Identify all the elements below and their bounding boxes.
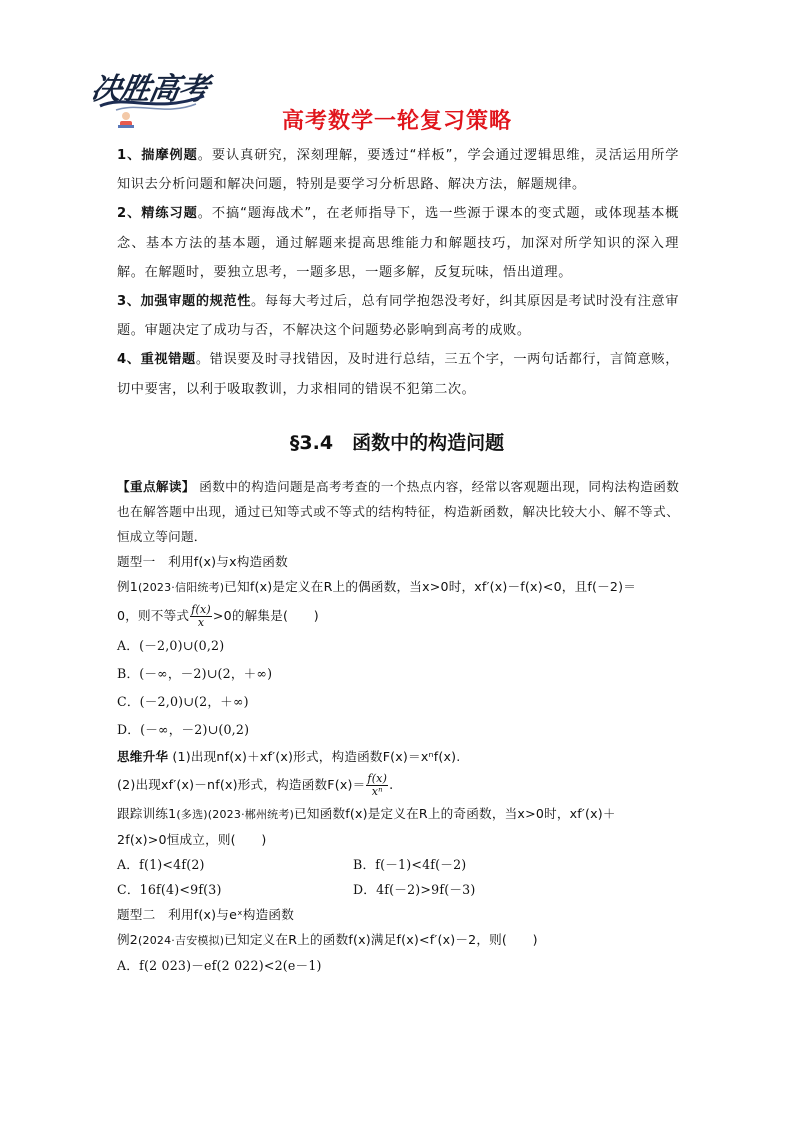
fraction-denominator: xⁿ bbox=[371, 785, 383, 798]
track-option-a: A．f(1)<4f(2) bbox=[117, 857, 205, 872]
think-text-2-post: . bbox=[389, 777, 394, 792]
strategy-item bbox=[117, 141, 679, 199]
example-stem-line2-post: >0的解集是( ) bbox=[212, 608, 319, 623]
logo-text: 决胜高考 bbox=[88, 72, 211, 107]
track-option-c: C．16f(4)<9f(3) bbox=[117, 882, 222, 897]
track-option-b: B．f(－1)<4f(－2) bbox=[353, 857, 467, 872]
fraction-fx-over-x bbox=[190, 604, 212, 629]
track-source: (2023·郴州统考) bbox=[207, 808, 295, 821]
example-stem-line1: 已知f(x)是定义在R上的偶函数，当x>0时，xf′(x)－f(x)<0，且f(－2)＝ bbox=[224, 579, 637, 594]
think-text-2-pre: (2)出现xf′(x)－nf(x)形式，构造函数F(x)＝ bbox=[117, 777, 366, 792]
fraction-numerator: f(x) bbox=[191, 603, 211, 616]
track-stem-line1: 已知函数f(x)是定义在R上的奇函数，当x>0时，xf′(x)＋ bbox=[294, 806, 616, 821]
strategy-text: 。错误要及时寻找错因，及时进行总结，三五个字，一两句话都行，言简意赅，切中要害，以利于吸取教训，力求相同的错误不犯第二次。 bbox=[117, 352, 679, 397]
strategy-item bbox=[117, 345, 679, 403]
key-label: 【重点解读】 bbox=[117, 479, 195, 494]
strategy-heading: 1、揣摩例题 bbox=[117, 148, 198, 163]
track-options-row-2 bbox=[117, 877, 679, 902]
example-source: (2023·信阳统考) bbox=[138, 581, 225, 594]
strategy-text: 。每每大考过后，总有同学抱怨没考好，纠其原因是考试时没有注意审题。审题决定了成功与否，不解决这个问题势必影响到高考的成败。 bbox=[117, 294, 679, 339]
think-text-1: (1)出现nf(x)＋xf′(x)形式，构造函数F(x)＝xⁿf(x). bbox=[172, 749, 461, 764]
track-note: (多选) bbox=[176, 808, 208, 821]
key-text: 函数中的构造问题是高考考查的一个热点内容，经常以客观题出现，同构法构造函数也在解答题中出现，通过已知等式或不等式的结构特征，构造新函数，解决比较大小、解不等式、恒成立等问题． bbox=[117, 479, 679, 544]
option-d: D．(－∞，－2)∪(0,2) bbox=[117, 722, 250, 737]
option-c: C．(－2,0)∪(2，＋∞) bbox=[117, 694, 249, 709]
strategy-list bbox=[117, 141, 679, 404]
example-2-option-a: A．f(2 023)－ef(2 022)<2(e－1) bbox=[117, 958, 322, 973]
think-label: 思维升华 bbox=[117, 749, 169, 764]
key-paragraph bbox=[117, 474, 679, 549]
example-stem: 已知定义在R上的函数f(x)满足f(x)<f′(x)－2，则( ) bbox=[224, 932, 538, 947]
example-source: (2024·吉安模拟) bbox=[138, 934, 225, 947]
track-label: 跟踪训练1 bbox=[117, 806, 177, 821]
strategy-item bbox=[117, 199, 679, 287]
track-stem-line2: 2f(x)>0恒成立，则( ) bbox=[117, 832, 267, 847]
example-stem-line2-pre: 0，则不等式 bbox=[117, 608, 190, 623]
strategy-heading: 2、精练习题 bbox=[117, 206, 198, 222]
track-1-stem bbox=[117, 801, 679, 827]
strategy-item bbox=[117, 287, 679, 345]
fraction-fx-over-xn bbox=[366, 773, 388, 798]
strategy-heading: 4、重视错题 bbox=[117, 352, 196, 368]
example-label: 例2 bbox=[117, 932, 139, 947]
strategy-text: 。不搞“题海战术”，在老师指导下，选一些源于课本的变式题，或体现基本概念、基本方法的基本题，通过解题来提高思维能力和解题技巧，加深对所学知识的深入理解。在解题时，要独立思考，一题多思，一题多解，反复玩味，悟出道理。 bbox=[117, 206, 679, 280]
fraction-denominator: x bbox=[197, 616, 205, 629]
option-b: B．(－∞，－2)∪(2，＋∞) bbox=[117, 666, 273, 681]
think-line-1 bbox=[117, 744, 679, 769]
think-line-2 bbox=[117, 769, 679, 801]
strategy-text: 。要认真研究，深刻理解，要透过“样板”，学会通过逻辑思维，灵活运用所学知识去分析问题和解决问题，特别是要学习分析思路、解决方法，解题规律。 bbox=[117, 148, 679, 193]
example-2-stem bbox=[117, 927, 679, 953]
option-a: A．(－2,0)∪(0,2) bbox=[117, 638, 225, 653]
section-body bbox=[117, 474, 679, 978]
document-title: 高考数学一轮复习策略 bbox=[281, 109, 512, 134]
example-1-stem-line2 bbox=[117, 600, 679, 632]
fraction-numerator: f(x) bbox=[367, 772, 388, 785]
type-heading-2: 题型二 利用f(x)与eˣ构造函数 bbox=[117, 907, 294, 922]
track-option-d: D．4f(－2)>9f(－3) bbox=[353, 882, 476, 897]
example-label: 例1 bbox=[117, 579, 139, 594]
example-1-stem bbox=[117, 574, 679, 600]
section-title: §3.4 函数中的构造问题 bbox=[289, 432, 505, 454]
track-options-row-1 bbox=[117, 852, 679, 877]
type-heading-1: 题型一 利用f(x)与x构造函数 bbox=[117, 554, 288, 569]
strategy-heading: 3、加强审题的规范性 bbox=[117, 294, 252, 310]
